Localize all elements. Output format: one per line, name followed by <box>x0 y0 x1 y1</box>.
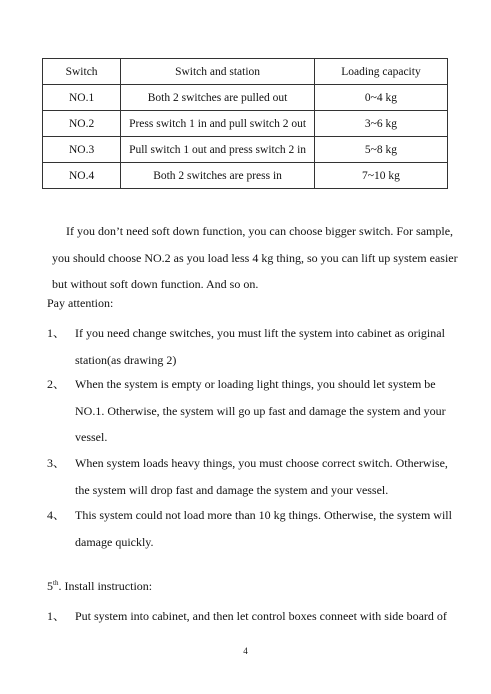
paragraph-line: you should choose NO.2 as you load less 4 kg thing, so you can lift up system easier <box>52 250 458 265</box>
table-cell: Press switch 1 in and pull switch 2 out <box>121 111 315 137</box>
install-heading-suffix: th <box>53 579 59 587</box>
intro-paragraph <box>52 218 458 298</box>
table-cell: NO.1 <box>43 85 121 111</box>
header-cell: Switch <box>43 59 121 85</box>
table-cell: 3~6 kg <box>314 111 447 137</box>
attention-item-4 <box>47 502 452 555</box>
header-cell: Switch and station <box>121 59 315 85</box>
table-cell: 7~10 kg <box>314 163 447 189</box>
item-number: 1、 <box>47 609 66 623</box>
item-number: 2、 <box>47 377 66 391</box>
table-cell: 0~4 kg <box>314 85 447 111</box>
item-line: When the system is empty or loading light things, you should let system be <box>75 377 436 391</box>
table-cell: Both 2 switches are press in <box>121 163 315 189</box>
table-cell: Pull switch 1 out and press switch 2 in <box>121 137 315 163</box>
item-line: station(as drawing 2) <box>75 352 177 367</box>
item-line: damage quickly. <box>75 534 154 549</box>
page-number: 4 <box>243 646 248 656</box>
install-item-1 <box>47 603 447 630</box>
table-cell: NO.2 <box>43 111 121 137</box>
attention-item-2 <box>47 371 447 451</box>
table-row <box>43 137 448 163</box>
item-line: NO.1. Otherwise, the system will go up fast and damage the system and your <box>75 403 446 418</box>
install-heading <box>47 579 152 594</box>
switch-table <box>42 58 448 189</box>
paragraph-line: If you don’t need soft down function, you can choose bigger switch. For sample, <box>66 224 454 238</box>
item-line: vessel. <box>75 430 108 444</box>
item-line: the system will drop fast and damage the system and your vessel. <box>75 482 389 497</box>
table-row <box>43 111 448 137</box>
table-cell: 5~8 kg <box>314 137 447 163</box>
item-number: 4、 <box>47 508 66 522</box>
item-line: When system loads heavy things, you must choose correct switch. Otherwise, <box>75 456 448 470</box>
attention-heading: Pay attention: <box>47 296 114 310</box>
item-line: This system could not load more than 10 kg things. Otherwise, the system will <box>75 508 452 522</box>
attention-item-1 <box>47 320 447 373</box>
install-heading-text: . Install instruction: <box>58 579 153 593</box>
table-cell: NO.4 <box>43 163 121 189</box>
item-number: 3、 <box>47 456 66 470</box>
table-header-row <box>43 59 448 85</box>
item-number: 1、 <box>47 326 66 340</box>
attention-item-3 <box>47 450 447 503</box>
item-line: Put system into cabinet, and then let control boxes conneet with side board of <box>75 609 447 623</box>
table-cell: NO.3 <box>43 137 121 163</box>
install-heading-number: 5 <box>47 579 53 593</box>
table-row <box>43 163 448 189</box>
paragraph-line: but without soft down function. And so on. <box>52 277 259 291</box>
table-cell: Both 2 switches are pulled out <box>121 85 315 111</box>
item-line: If you need change switches, you must lift the system into cabinet as original <box>75 326 445 340</box>
table-row <box>43 85 448 111</box>
header-cell: Loading capacity <box>314 59 447 85</box>
